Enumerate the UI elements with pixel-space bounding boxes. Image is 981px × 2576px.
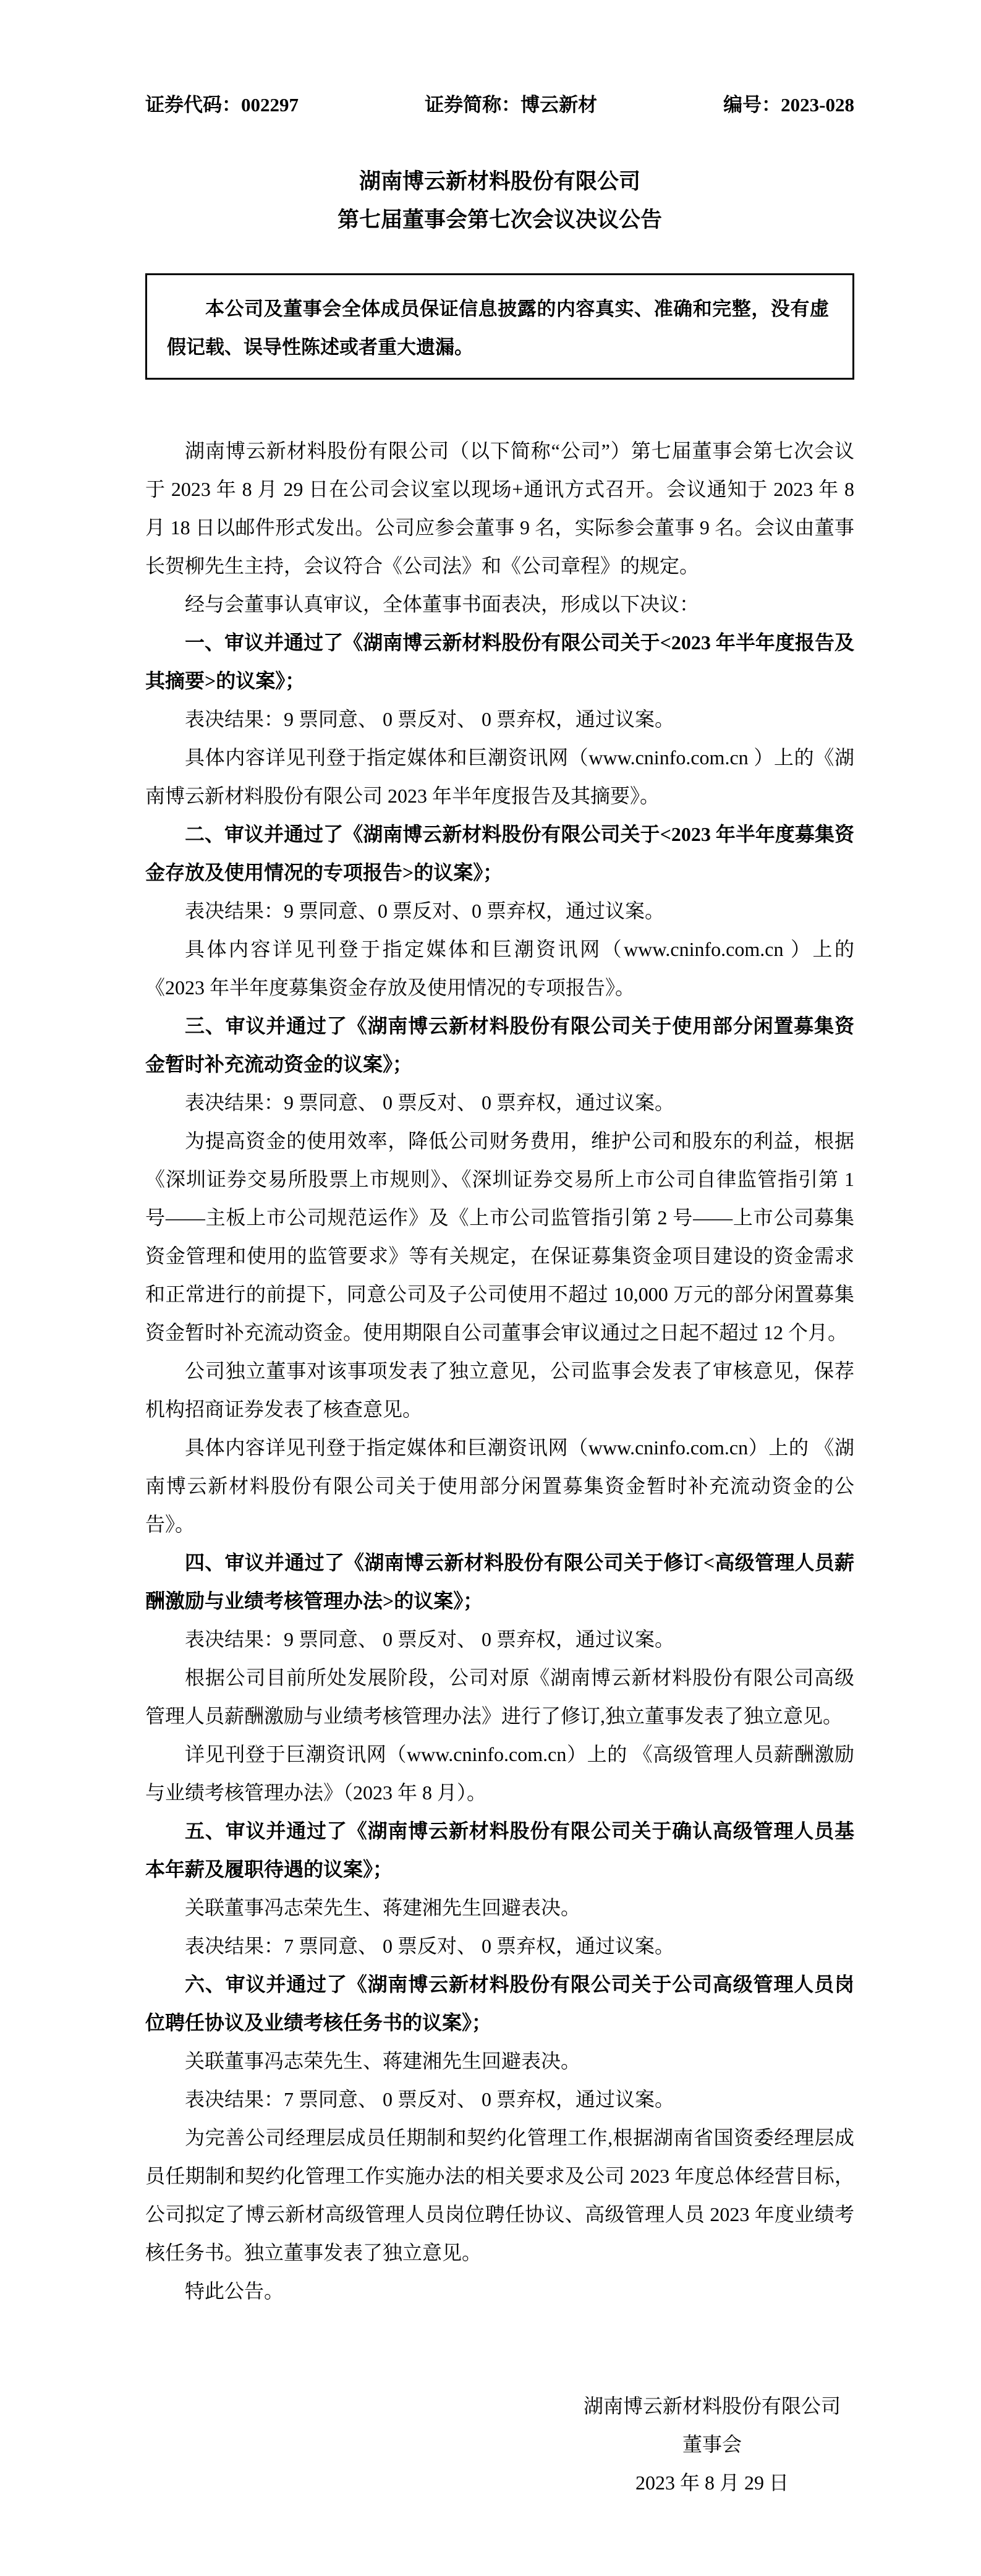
item4-explanation: 根据公司目前所处发展阶段，公司对原《湖南博云新材料股份有限公司高级管理人员薪酬激励与业绩考核管理办法》进行了修订,独立董事发表了独立意见。 <box>145 1666 854 1727</box>
stock-code: 证券代码：002297 <box>145 94 299 116</box>
item1-vote-result: 表决结果：9 票同意、 0 票反对、 0 票弃权，通过议案。 <box>185 708 675 730</box>
meeting-intro-paragraph: 湖南博云新材料股份有限公司（以下简称“公司”）第七届董事会第七次会议于 2023 年 8 月 29 日在公司会议室以现场+通讯方式召开。会议通知于 2023 年 8 月 18 日以邮件形式发出。公司应参会董事 9 名，实际参会董事 9 名。会议由董事长贺柳先生主持，会议符合《公司法》和《公司章程》的规定。 <box>145 440 854 577</box>
item5-recusal-note: 关联董事冯志荣先生、蒋建湘先生回避表决。 <box>185 1896 581 1919</box>
item2-heading: 二、审议并通过了《湖南博云新材料股份有限公司关于<2023 年半年度募集资金存放及使用情况的专项报告>的议案》； <box>145 823 854 884</box>
item5-vote-result: 表决结果：7 票同意、 0 票反对、 0 票弃权，通过议案。 <box>185 1935 675 1957</box>
item5-heading: 五、审议并通过了《湖南博云新材料股份有限公司关于确认高级管理人员基本年薪及履职待遇的议案》； <box>145 1820 854 1880</box>
disclaimer-box <box>145 273 854 380</box>
item3-explanation: 为提高资金的使用效率，降低公司财务费用，维护公司和股东的利益，根据《深圳证券交易所股票上市规则》、《深圳证券交易所上市公司自律监管指引第 1 号——主板上市公司规范运作》及《上市公司监管指引第 2 号——上市公司募集资金管理和使用的监管要求》等有关规定，在保证募集资金项目建设的资金需求和正常进行的前提下，同意公司及子公司使用不超过 10,000 万元的部分闲置募集资金暂时补充流动资金。使用期限自公司董事会审议通过之日起不超过 12 个月。 <box>145 1130 854 1344</box>
announcement-title: 第七届董事会第七次会议决议公告 <box>337 208 662 232</box>
resolutions-intro-paragraph: 经与会董事认真审议，全体董事书面表决，形成以下决议： <box>185 593 700 615</box>
closing-note: 特此公告。 <box>185 2280 284 2302</box>
signature-date: 2023 年 8 月 29 日 <box>635 2472 789 2494</box>
announcement-number: 编号：2023-028 <box>723 94 854 116</box>
item3-disclosure-note: 具体内容详见刊登于指定媒体和巨潮资讯网（www.cninfo.com.cn）上的 《湖南博云新材料股份有限公司关于使用部分闲置募集资金暂时补充流动资金的公告》。 <box>145 1436 854 1535</box>
signature-company: 湖南博云新材料股份有限公司 <box>583 2395 841 2417</box>
item1-disclosure-note: 具体内容详见刊登于指定媒体和巨潮资讯网（www.cninfo.com.cn ）上的《湖南博云新材料股份有限公司 2023 年半年度报告及其摘要》。 <box>145 746 854 807</box>
document-body <box>145 432 854 2310</box>
item6-vote-result: 表决结果：7 票同意、 0 票反对、 0 票弃权，通过议案。 <box>185 2088 675 2110</box>
signature-block <box>570 2387 854 2502</box>
item2-vote-result: 表决结果：9 票同意、0 票反对、0 票弃权，通过议案。 <box>185 900 665 922</box>
item3-vote-result: 表决结果：9 票同意、 0 票反对、 0 票弃权，通过议案。 <box>185 1091 675 1114</box>
stock-short-name: 证券简称：博云新材 <box>425 94 598 116</box>
item6-explanation: 为完善公司经理层成员任期制和契约化管理工作,根据湖南省国资委经理层成员任期制和契约化管理工作实施办法的相关要求及公司 2023 年度总体经营目标，公司拟定了博云新材高级管理人员岗位聘任协议、高级管理人员 2023 年度业绩考核任务书。独立董事发表了独立意见。 <box>145 2126 854 2264</box>
item4-vote-result: 表决结果：9 票同意、 0 票反对、 0 票弃权，通过议案。 <box>185 1628 675 1650</box>
item1-heading: 一、审议并通过了《湖南博云新材料股份有限公司关于<2023 年半年度报告及其摘要>的议案》； <box>145 631 854 692</box>
item6-heading: 六、审议并通过了《湖南博云新材料股份有限公司关于公司高级管理人员岗位聘任协议及业绩考核任务书的议案》； <box>145 1973 854 2034</box>
item3-opinions: 公司独立董事对该事项发表了独立意见，公司监事会发表了审核意见，保荐机构招商证券发表了核查意见。 <box>145 1360 854 1420</box>
disclaimer-text: 本公司及董事会全体成员保证信息披露的内容真实、准确和完整，没有虚假记载、误导性陈述或者重大遗漏。 <box>167 298 829 358</box>
item2-disclosure-note: 具体内容详见刊登于指定媒体和巨潮资讯网（www.cninfo.com.cn ）上的《2023 年半年度募集资金存放及使用情况的专项报告》。 <box>145 938 854 999</box>
item4-disclosure-note: 详见刊登于巨潮资讯网（www.cninfo.com.cn）上的 《高级管理人员薪酬激励与业绩考核管理办法》（2023 年 8 月）。 <box>145 1743 854 1804</box>
item6-recusal-note: 关联董事冯志荣先生、蒋建湘先生回避表决。 <box>185 2050 581 2072</box>
company-name-title: 湖南博云新材料股份有限公司 <box>359 169 640 194</box>
item3-heading: 三、审议并通过了《湖南博云新材料股份有限公司关于使用部分闲置募集资金暂时补充流动资金的议案》； <box>145 1015 854 1075</box>
item4-heading: 四、审议并通过了《湖南博云新材料股份有限公司关于修订<高级管理人员薪酬激励与业绩考核管理办法>的议案》； <box>145 1551 854 1612</box>
document-header <box>145 93 854 117</box>
signature-board: 董事会 <box>682 2433 742 2455</box>
